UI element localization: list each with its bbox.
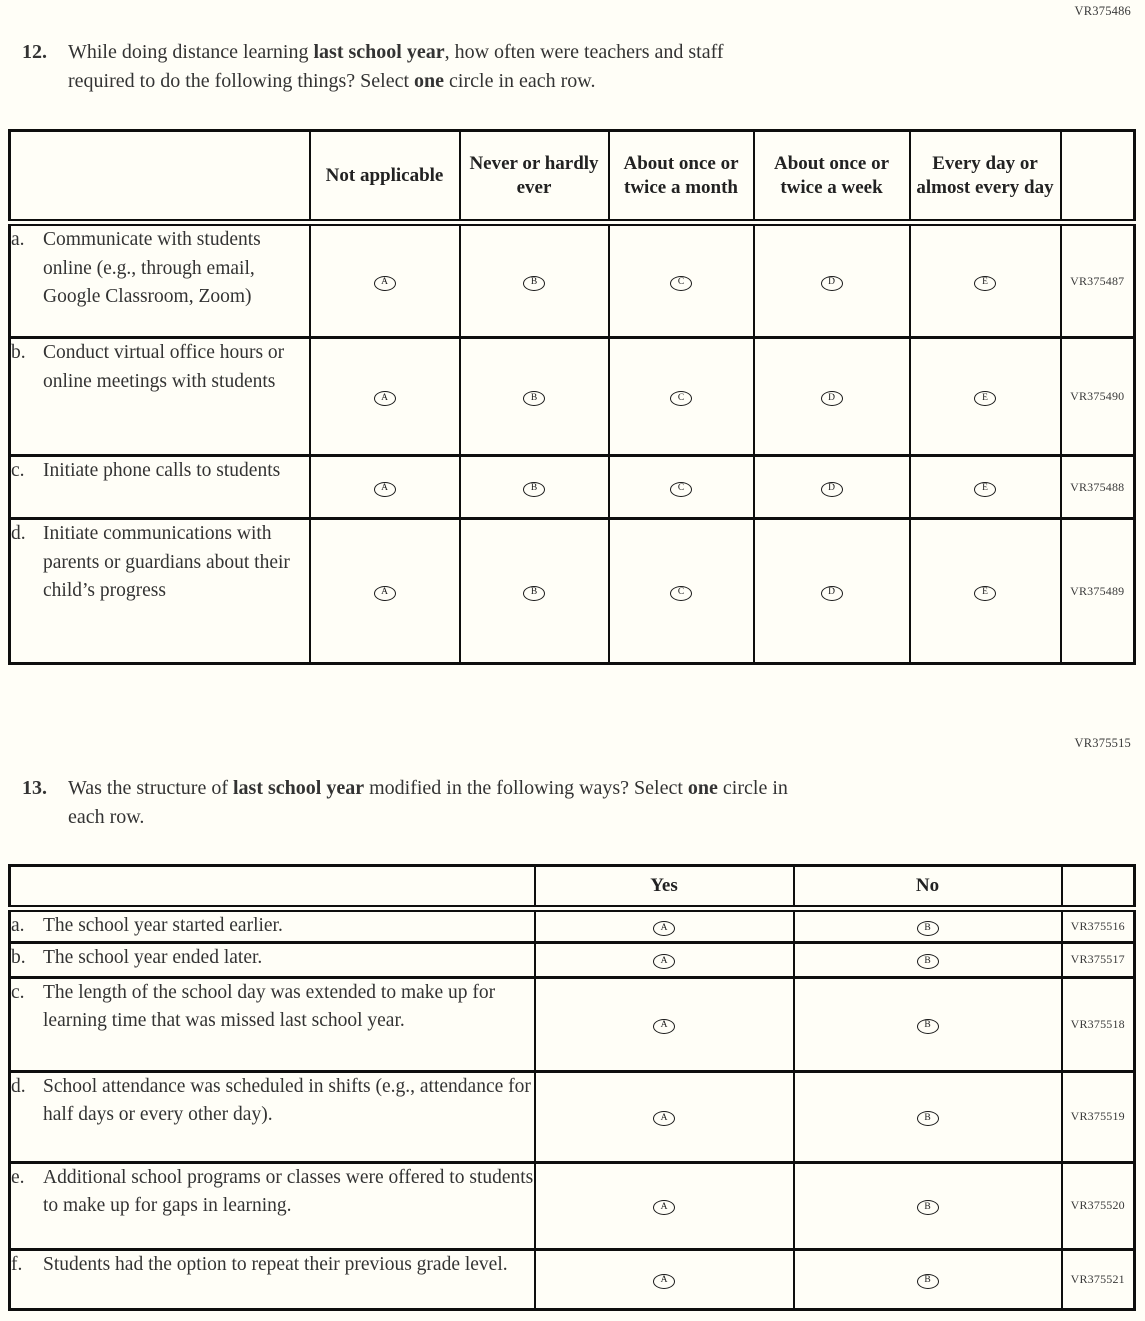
q13-e-option-cell-yes (535, 1162, 794, 1249)
item-label: The length of the school day was extended to make up for learning time that was missed last school year. (43, 981, 496, 1031)
q13-row-d (10, 1071, 1135, 1162)
q12-c-option-cell-d (754, 456, 910, 519)
item-letter: e. (11, 1166, 25, 1188)
q12-a-option-cell-c (609, 223, 754, 338)
q12-d-option-cell-c (609, 519, 754, 664)
answer-bubble-a[interactable]: A (374, 391, 396, 406)
q12-item-b (10, 338, 310, 456)
q13-item-f (10, 1249, 535, 1309)
q13-row-c (10, 977, 1135, 1071)
item-letter: b. (11, 946, 26, 968)
answer-bubble-a[interactable]: A (374, 586, 396, 601)
q12-a-option-cell-e (910, 223, 1061, 338)
answer-bubble-c[interactable]: C (670, 391, 692, 406)
q12-header-every-day: Every day or almost every day (910, 131, 1061, 223)
answer-bubble-b[interactable]: B (917, 1274, 939, 1289)
item-label: Initiate communications with parents or guardians about their child’s progress (43, 523, 290, 601)
q12-a-code: VR375487 (1061, 223, 1135, 338)
q12-c-option-cell-a (310, 456, 460, 519)
q12-row-b (10, 338, 1135, 456)
q12-header-code-blank (1061, 131, 1135, 223)
item-letter: c. (11, 981, 25, 1003)
q12-d-option-cell-e (910, 519, 1061, 664)
q12-c-option-cell-b (460, 456, 609, 519)
answer-bubble-a[interactable]: A (374, 276, 396, 291)
answer-bubble-e[interactable]: E (974, 276, 996, 291)
q12-d-code: VR375489 (1061, 519, 1135, 664)
answer-bubble-a[interactable]: A (653, 1274, 675, 1289)
q12-header-never: Never or hardly ever (460, 131, 609, 223)
item-letter: a. (11, 915, 25, 936)
q13-c-option-cell-yes (535, 977, 794, 1071)
answer-bubble-d[interactable]: D (821, 482, 843, 497)
q13-row-b (10, 942, 1135, 977)
answer-bubble-b[interactable]: B (523, 586, 545, 601)
q13-header-blank (10, 866, 535, 909)
q12-b-code: VR375490 (1061, 338, 1135, 456)
q13-item-d (10, 1071, 535, 1162)
q12-d-option-cell-d (754, 519, 910, 664)
answer-bubble-a[interactable]: A (653, 1019, 675, 1034)
q13-b-option-cell-no (794, 942, 1062, 977)
question-12-number: 12. (22, 41, 47, 63)
q12-c-code: VR375488 (1061, 456, 1135, 519)
answer-bubble-d[interactable]: D (821, 586, 843, 601)
item-label: Initiate phone calls to students (43, 460, 281, 481)
q12-header-row (10, 131, 1135, 223)
q12-row-a (10, 223, 1135, 338)
q13-f-option-cell-no (794, 1249, 1062, 1309)
q13-c-code: VR375518 (1062, 977, 1135, 1071)
item-letter: a. (11, 229, 25, 250)
answer-bubble-d[interactable]: D (821, 391, 843, 406)
q13-row-f (10, 1249, 1135, 1309)
q13-item-e (10, 1162, 535, 1249)
q13-e-option-cell-no (794, 1162, 1062, 1249)
answer-bubble-d[interactable]: D (821, 276, 843, 291)
q13-b-option-cell-yes (535, 942, 794, 977)
q12-header-once-month: About once or twice a month (609, 131, 754, 223)
item-label: Students had the option to repeat their previous grade level. (43, 1253, 508, 1275)
q13-row-e (10, 1162, 1135, 1249)
answer-bubble-b[interactable]: B (523, 391, 545, 406)
item-label: Conduct virtual office hours or online meetings with students (43, 342, 285, 392)
form-code-mid: VR375515 (1074, 736, 1131, 750)
q13-d-option-cell-yes (535, 1071, 794, 1162)
q13-header-yes: Yes (535, 866, 794, 909)
q12-row-c (10, 456, 1135, 519)
item-label: The school year started earlier. (43, 915, 283, 936)
answer-bubble-e[interactable]: E (974, 391, 996, 406)
q13-d-code: VR375519 (1062, 1071, 1135, 1162)
answer-bubble-b[interactable]: B (917, 954, 939, 969)
q12-d-option-cell-a (310, 519, 460, 664)
q12-a-option-cell-b (460, 223, 609, 338)
answer-bubble-a[interactable]: A (653, 1200, 675, 1215)
q13-b-code: VR375517 (1062, 942, 1135, 977)
answer-bubble-a[interactable]: A (653, 1111, 675, 1126)
q13-d-option-cell-no (794, 1071, 1062, 1162)
q12-b-option-cell-d (754, 338, 910, 456)
answer-bubble-a[interactable]: A (653, 954, 675, 969)
q12-b-option-cell-e (910, 338, 1061, 456)
q13-item-b (10, 942, 535, 977)
item-letter: b. (11, 342, 26, 363)
answer-bubble-b[interactable]: B (523, 276, 545, 291)
item-letter: f. (11, 1253, 23, 1275)
answer-bubble-e[interactable]: E (974, 586, 996, 601)
item-label: School attendance was scheduled in shifts (e.g., attendance for half days or every other day). (43, 1075, 531, 1125)
q13-a-option-cell-no (794, 909, 1062, 943)
q12-item-c (10, 456, 310, 519)
q13-a-code: VR375516 (1062, 909, 1135, 943)
question-12 (22, 38, 1002, 96)
q12-row-d (10, 519, 1135, 664)
q12-d-option-cell-b (460, 519, 609, 664)
question-13-text: Was the structure of last school year modified in the following ways? Select one circle in each row. (68, 777, 788, 828)
q13-header-no: No (794, 866, 1062, 909)
answer-bubble-c[interactable]: C (670, 586, 692, 601)
answer-bubble-e[interactable]: E (974, 482, 996, 497)
q13-a-option-cell-yes (535, 909, 794, 943)
q12-c-option-cell-c (609, 456, 754, 519)
question-13-number: 13. (22, 777, 47, 799)
q13-f-option-cell-yes (535, 1249, 794, 1309)
answer-bubble-a[interactable]: A (653, 921, 675, 936)
form-code-top: VR375486 (1074, 4, 1131, 18)
q12-b-option-cell-b (460, 338, 609, 456)
q13-item-a (10, 909, 535, 943)
question-13 (22, 774, 1082, 832)
q12-b-option-cell-c (609, 338, 754, 456)
q12-header-once-week: About once or twice a week (754, 131, 910, 223)
answer-bubble-c[interactable]: C (670, 482, 692, 497)
answer-bubble-b[interactable]: B (917, 1111, 939, 1126)
q13-header-code-blank (1062, 866, 1135, 909)
answer-bubble-a[interactable]: A (374, 482, 396, 497)
q13-e-code: VR375520 (1062, 1162, 1135, 1249)
item-label: Communicate with students online (e.g., through email, Google Classroom, Zoom) (43, 229, 261, 307)
item-label: Additional school programs or classes were offered to students to make up for gaps in learning. (43, 1166, 534, 1216)
item-label: The school year ended later. (43, 946, 263, 968)
q12-a-option-cell-a (310, 223, 460, 338)
q12-item-d (10, 519, 310, 664)
item-letter: c. (11, 460, 25, 481)
q12-b-option-cell-a (310, 338, 460, 456)
q13-f-code: VR375521 (1062, 1249, 1135, 1309)
answer-bubble-b[interactable]: B (917, 1019, 939, 1034)
q13-row-a (10, 909, 1135, 943)
answer-bubble-b[interactable]: B (523, 482, 545, 497)
q13-header-row (10, 866, 1135, 909)
q13-c-option-cell-no (794, 977, 1062, 1071)
q12-header-not-applicable: Not applicable (310, 131, 460, 223)
q13-item-c (10, 977, 535, 1071)
answer-bubble-b[interactable]: B (917, 921, 939, 936)
q12-item-a (10, 223, 310, 338)
q12-header-blank (10, 131, 310, 223)
answer-bubble-c[interactable]: C (670, 276, 692, 291)
q12-c-option-cell-e (910, 456, 1061, 519)
item-letter: d. (11, 523, 26, 544)
q12-a-option-cell-d (754, 223, 910, 338)
answer-bubble-b[interactable]: B (917, 1200, 939, 1215)
item-letter: d. (11, 1075, 26, 1097)
question-12-text: While doing distance learning last school year, how often were teachers and staff required to do the following things? Select one circle in each row. (68, 41, 724, 92)
question-13-table (8, 864, 1136, 1311)
question-12-table (8, 129, 1136, 665)
